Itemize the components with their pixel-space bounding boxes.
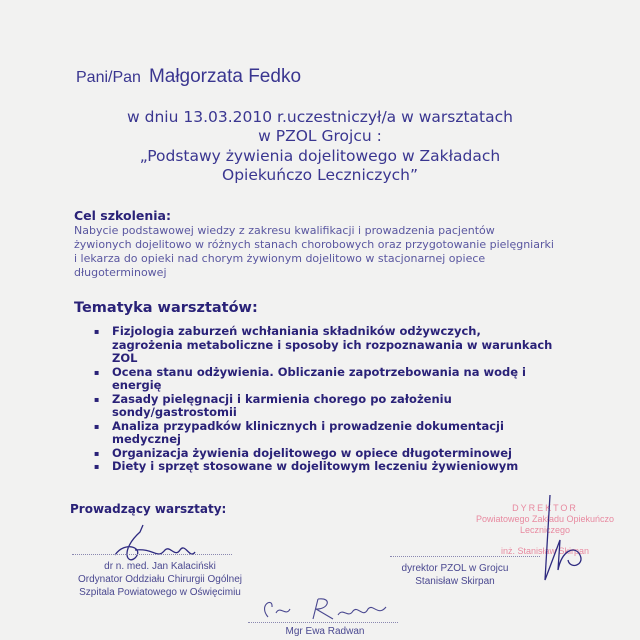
signature-line-right: [390, 556, 540, 557]
director-role: dyrektor PZOL w Grojcu: [401, 563, 509, 574]
signature-block-right: [370, 562, 540, 588]
recipient-line: [76, 66, 301, 88]
topic-item: ▪ Analiza przypadków klinicznych i prowadzenie dokumentacji medycznej: [94, 420, 554, 447]
signature-block-left: [50, 560, 270, 599]
intro-line-2: w PZOL Grojcu :: [258, 127, 382, 145]
topic-item: ▪ Organizacja żywienia dojelitowego w opiece długoterminowej: [94, 447, 554, 461]
goal-text: Nabycie podstawowej wiedzy z zakresu kwalifikacji i prowadzenia pacjentów żywionych dojelitowo w różnych stanach chorobowych oraz przygotowanie pielęgniarki i lekarza do opieki nad chorym żywionym dojelitowo w stacjonarnej opiece długoterminowej: [74, 224, 554, 279]
signatory-name: dr n. med. Jan Kalaciński: [104, 561, 216, 572]
stamp-name: inż. Stanisław Skirpan: [500, 546, 590, 556]
stamp-institution: Powiatowego Zakładu Opiekuńczo: [475, 514, 615, 524]
topic-item: ▪ Diety i sprzęt stosowane w dojelitowym leczeniu żywieniowym: [94, 460, 554, 474]
recipient-prefix: Pani/Pan: [76, 69, 141, 86]
signatory-institution: Szpitala Powiatowego w Oświęcimiu: [79, 587, 241, 598]
signature-line-bottom: [248, 622, 398, 623]
topic-item: ▪ Ocena stanu odżywienia. Obliczanie zapotrzebowania na wodę i energię: [94, 366, 554, 393]
signature-radwan: [258, 595, 398, 625]
instructors-heading: Prowadzący warsztaty:: [70, 502, 227, 516]
workshop-title-1: „Podstawy żywienia dojelitowego w Zakładach: [139, 147, 501, 165]
goal-heading: Cel szkolenia:: [74, 208, 171, 223]
topic-item: ▪ Fizjologia zaburzeń wchłaniania składników odżywczych, zagrożenia metaboliczne i sposoby ich rozpoznawania w warunkach ZOL: [94, 325, 554, 366]
signatory-name-bottom: Mgr Ewa Radwan: [285, 626, 365, 637]
director-name: Stanisław Skirpan: [415, 576, 495, 587]
intro-line-1: w dniu 13.03.2010 r.uczestniczył/a w warsztatach: [127, 108, 513, 126]
stamp-institution-2: Leczniczego: [519, 525, 571, 535]
topics-list: [94, 325, 554, 474]
workshop-title-2: Opiekuńczo Leczniczych”: [222, 166, 418, 184]
signature-line-left: [72, 554, 232, 555]
recipient-name: Małgorzata Fedko: [148, 66, 302, 87]
signatory-role: Ordynator Oddziału Chirurgii Ogólnej: [78, 574, 242, 585]
topics-heading: Tematyka warsztatów:: [74, 300, 258, 316]
signature-block-bottom: [240, 625, 410, 638]
stamp-title: DYREKTOR: [512, 503, 578, 513]
topic-item: ▪ Zasady pielęgnacji i karmienia chorego po założeniu sondy/gastrostomii: [94, 393, 554, 420]
